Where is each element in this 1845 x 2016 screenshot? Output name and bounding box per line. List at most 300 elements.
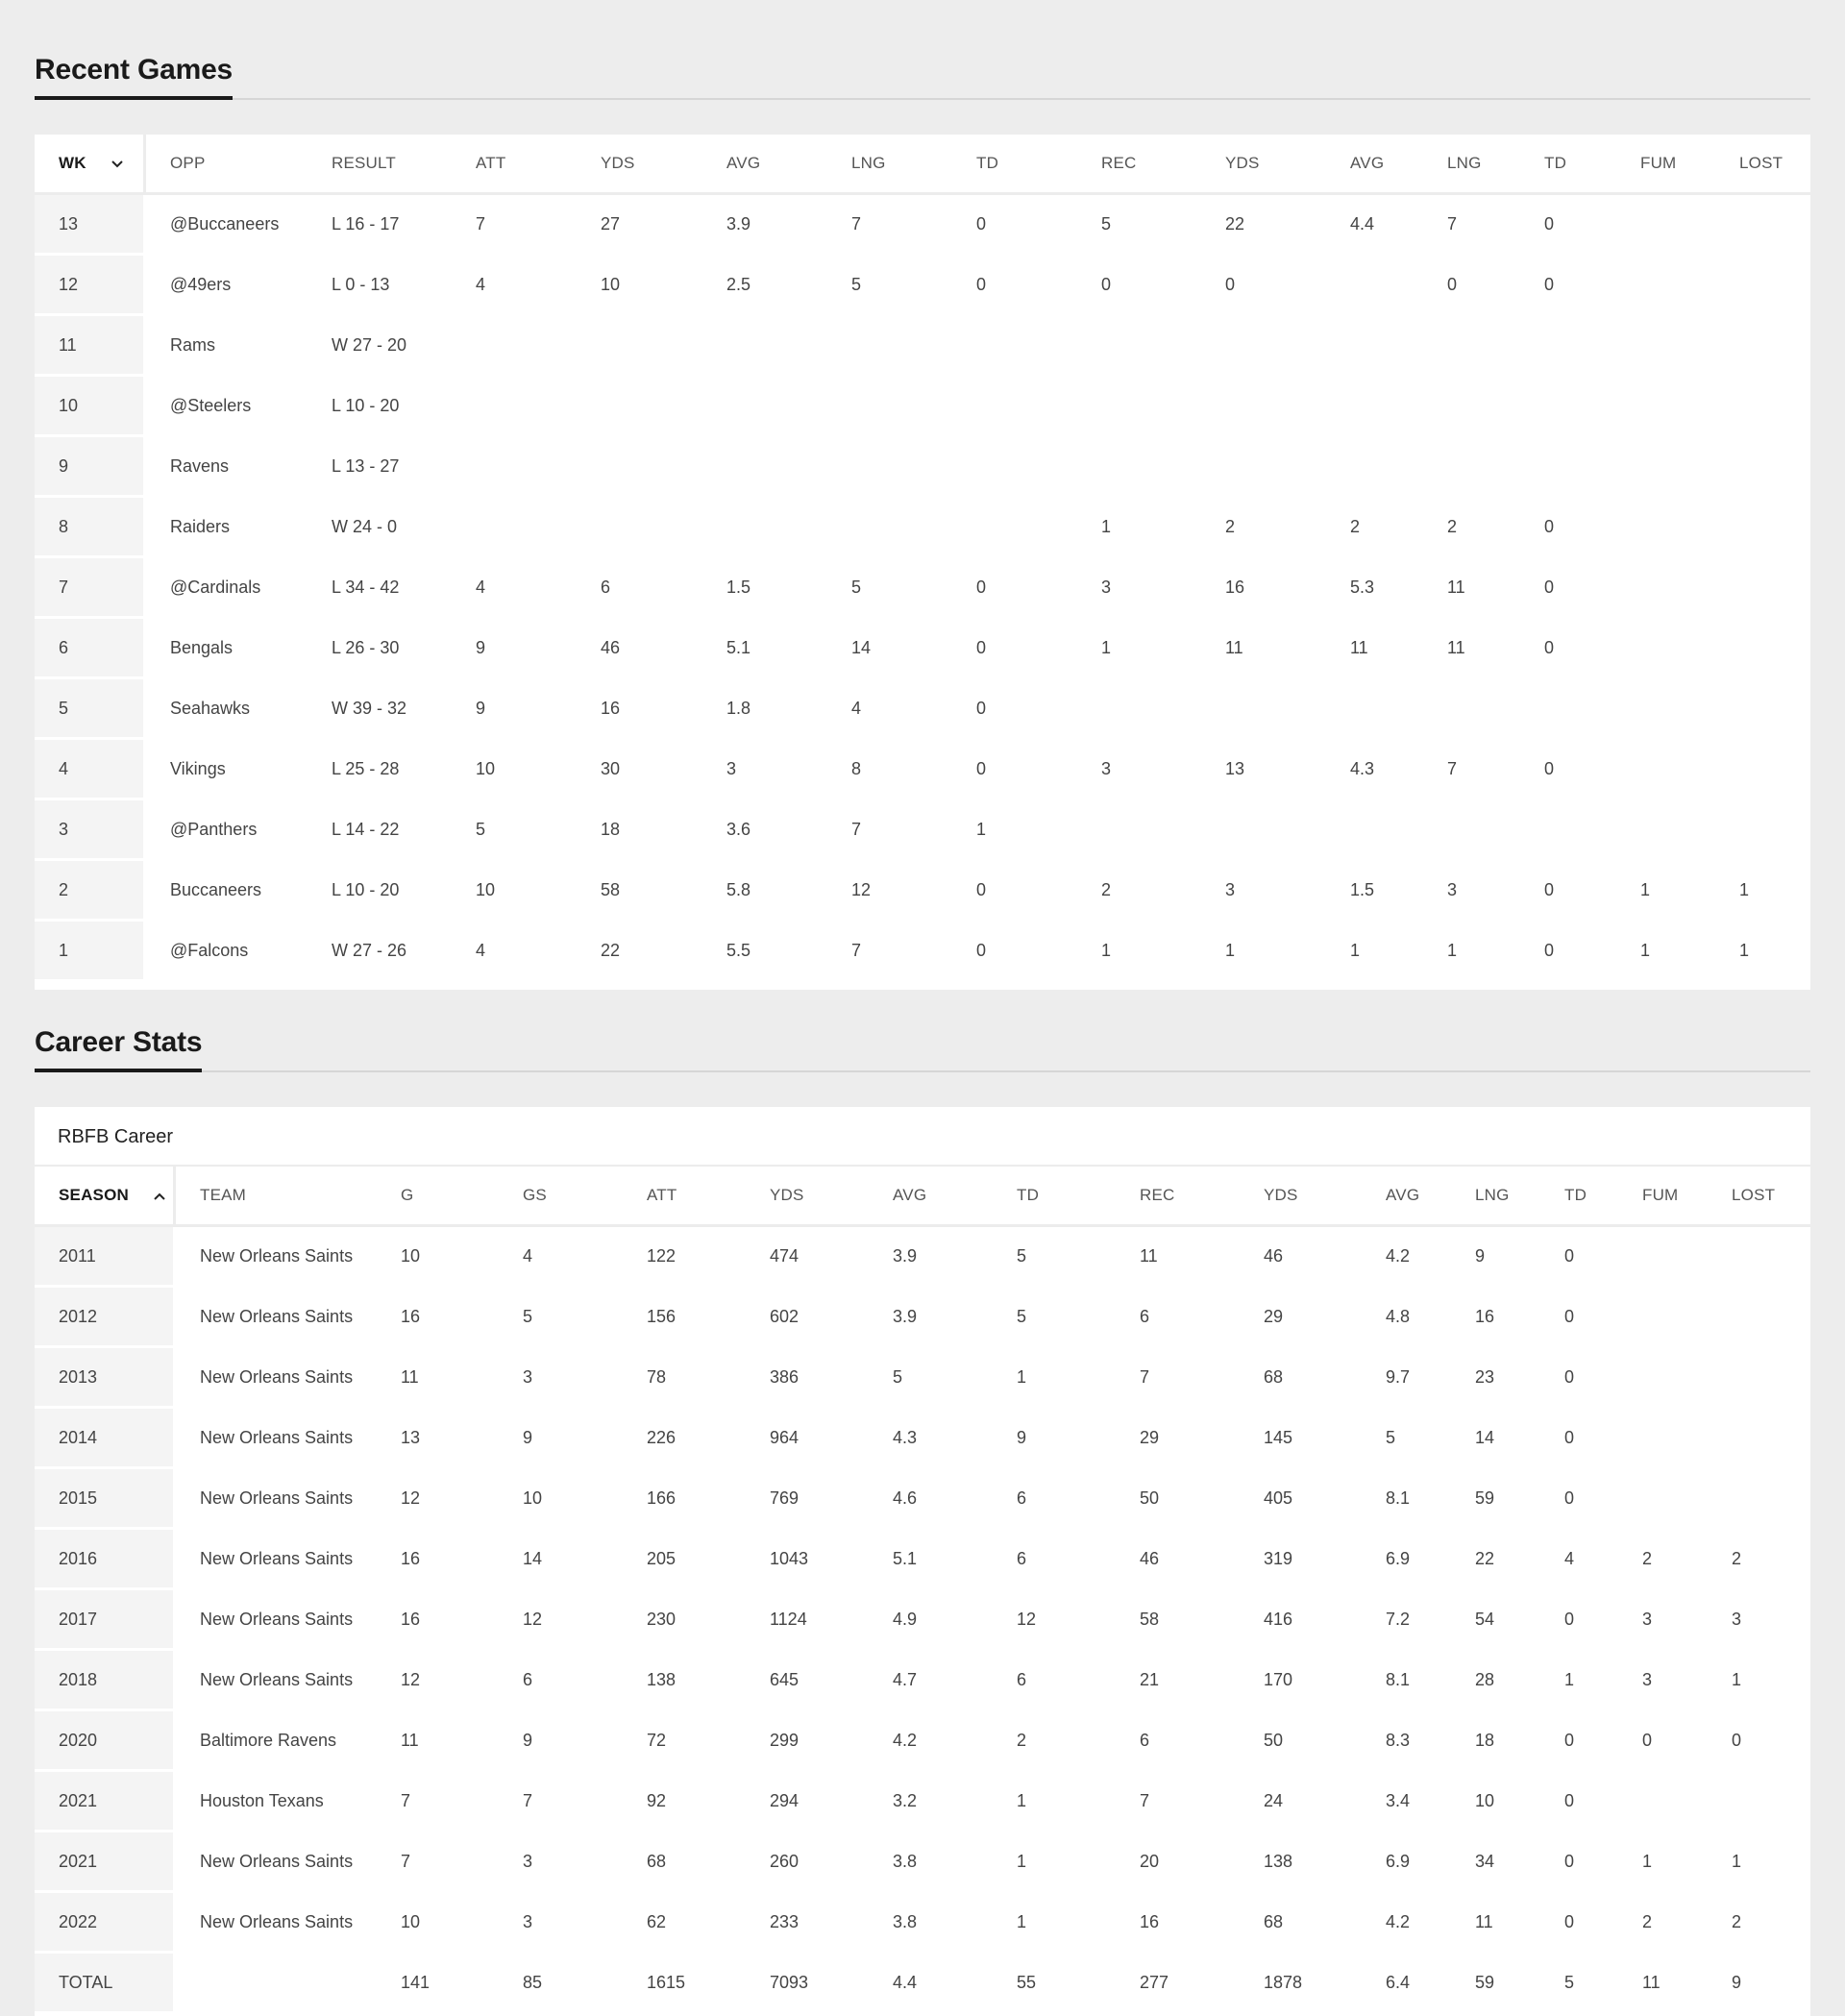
cell-rec: 2 xyxy=(1077,861,1201,922)
cell-avg: 3 xyxy=(702,740,827,800)
cell-td: 12 xyxy=(993,1590,1116,1651)
cell-wk: 7 xyxy=(35,558,146,619)
column-header-wk[interactable] xyxy=(35,135,146,195)
cell-lost: 1 xyxy=(1708,1651,1810,1711)
column-header-label: ATT xyxy=(476,154,506,172)
table-row xyxy=(35,1711,1810,1772)
column-header-lng[interactable] xyxy=(1423,135,1520,195)
column-header-att[interactable] xyxy=(452,135,577,195)
cell-td: 0 xyxy=(1540,1711,1618,1772)
cell-avg xyxy=(702,437,827,498)
cell-avg: 6.9 xyxy=(1362,1832,1451,1893)
cell-avg: 4.7 xyxy=(869,1651,993,1711)
cell-att: 7 xyxy=(452,195,577,256)
cell-fum xyxy=(1618,1348,1708,1409)
cell-rec: 6 xyxy=(1116,1711,1240,1772)
cell-fum xyxy=(1616,256,1715,316)
cell-td: 0 xyxy=(952,679,1077,740)
column-header-gs[interactable] xyxy=(499,1167,623,1227)
cell-g: 11 xyxy=(377,1348,499,1409)
table-row xyxy=(35,1893,1810,1954)
table-row xyxy=(35,1954,1810,2014)
cell-avg: 9.7 xyxy=(1362,1348,1451,1409)
cell-g: 12 xyxy=(377,1651,499,1711)
cell-season: 2012 xyxy=(35,1288,176,1348)
cell-opp: @Steelers xyxy=(146,377,308,437)
cell-opp: Seahawks xyxy=(146,679,308,740)
cell-season: 2022 xyxy=(35,1893,176,1954)
cell-td: 0 xyxy=(1520,256,1616,316)
cell-avg: 1 xyxy=(1326,922,1423,982)
cell-avg: 3.9 xyxy=(702,195,827,256)
cell-yds xyxy=(577,437,702,498)
cell-avg: 5.1 xyxy=(702,619,827,679)
cell-season: TOTAL xyxy=(35,1954,176,2014)
cell-td: 6 xyxy=(993,1469,1116,1530)
cell-fum xyxy=(1616,740,1715,800)
cell-avg xyxy=(702,377,827,437)
cell-lost: 9 xyxy=(1708,1954,1810,2014)
cell-yds: 13 xyxy=(1201,740,1326,800)
column-header-fum[interactable] xyxy=(1618,1167,1708,1227)
cell-result: L 34 - 42 xyxy=(308,558,452,619)
cell-td: 0 xyxy=(952,740,1077,800)
cell-team: New Orleans Saints xyxy=(176,1288,377,1348)
cell-td: 0 xyxy=(1540,1348,1618,1409)
cell-lng xyxy=(827,498,952,558)
cell-att: 10 xyxy=(452,861,577,922)
cell-result: L 10 - 20 xyxy=(308,861,452,922)
cell-lng xyxy=(1423,437,1520,498)
cell-td: 0 xyxy=(1540,1590,1618,1651)
chevron-up-icon[interactable] xyxy=(154,1186,165,1205)
cell-fum: 1 xyxy=(1616,922,1715,982)
cell-team: New Orleans Saints xyxy=(176,1469,377,1530)
cell-att: 1615 xyxy=(623,1954,746,2014)
cell-avg: 4.2 xyxy=(1362,1227,1451,1288)
cell-yds: 68 xyxy=(1240,1348,1362,1409)
table-row xyxy=(35,1832,1810,1893)
cell-fum: 2 xyxy=(1618,1530,1708,1590)
cell-rec: 1 xyxy=(1077,619,1201,679)
column-header-td[interactable] xyxy=(993,1167,1116,1227)
cell-yds: 3 xyxy=(1201,861,1326,922)
cell-att xyxy=(452,316,577,377)
cell-yds: 769 xyxy=(746,1469,869,1530)
cell-avg: 2 xyxy=(1326,498,1423,558)
cell-result: L 0 - 13 xyxy=(308,256,452,316)
cell-td: 0 xyxy=(1540,1832,1618,1893)
cell-fum xyxy=(1618,1227,1708,1288)
column-header-team[interactable] xyxy=(176,1167,377,1227)
cell-lng xyxy=(1423,316,1520,377)
column-header-opp[interactable] xyxy=(146,135,308,195)
cell-yds: 405 xyxy=(1240,1469,1362,1530)
cell-rec xyxy=(1077,316,1201,377)
cell-yds: 145 xyxy=(1240,1409,1362,1469)
table-row xyxy=(35,1530,1810,1590)
cell-att: 72 xyxy=(623,1711,746,1772)
cell-att: 5 xyxy=(452,800,577,861)
cell-lng xyxy=(827,437,952,498)
cell-avg: 3.4 xyxy=(1362,1772,1451,1832)
column-header-label: AVG xyxy=(893,1186,927,1204)
cell-fum xyxy=(1616,498,1715,558)
cell-td: 0 xyxy=(1520,195,1616,256)
cell-rec xyxy=(1077,679,1201,740)
table-row xyxy=(35,740,1810,800)
cell-yds xyxy=(577,377,702,437)
cell-g: 11 xyxy=(377,1711,499,1772)
cell-att xyxy=(452,498,577,558)
table-header-row xyxy=(35,1167,1810,1227)
cell-fum: 1 xyxy=(1618,1832,1708,1893)
cell-lng: 54 xyxy=(1451,1590,1540,1651)
column-header-label: REC xyxy=(1140,1186,1175,1204)
cell-opp: @49ers xyxy=(146,256,308,316)
cell-g: 12 xyxy=(377,1469,499,1530)
recent-games-panel xyxy=(35,135,1810,990)
cell-avg: 5.3 xyxy=(1326,558,1423,619)
table-row xyxy=(35,1409,1810,1469)
cell-lost xyxy=(1715,256,1810,316)
cell-g: 16 xyxy=(377,1530,499,1590)
cell-rec: 5 xyxy=(1077,195,1201,256)
cell-lng: 14 xyxy=(827,619,952,679)
cell-att xyxy=(452,377,577,437)
cell-lng: 0 xyxy=(1423,256,1520,316)
cell-yds xyxy=(1201,437,1326,498)
column-header-label: LOST xyxy=(1739,154,1784,172)
cell-att: 166 xyxy=(623,1469,746,1530)
cell-lng: 2 xyxy=(1423,498,1520,558)
cell-team: New Orleans Saints xyxy=(176,1348,377,1409)
cell-td: 55 xyxy=(993,1954,1116,2014)
column-header-td[interactable] xyxy=(1520,135,1616,195)
cell-avg: 3.6 xyxy=(702,800,827,861)
cell-rec: 6 xyxy=(1116,1288,1240,1348)
column-header-label: RESULT xyxy=(332,154,397,172)
column-header-yds[interactable] xyxy=(577,135,702,195)
cell-lng: 8 xyxy=(827,740,952,800)
cell-lng: 4 xyxy=(827,679,952,740)
table-row xyxy=(35,316,1810,377)
cell-lost xyxy=(1708,1288,1810,1348)
cell-result: W 27 - 20 xyxy=(308,316,452,377)
column-header-result[interactable] xyxy=(308,135,452,195)
cell-td: 5 xyxy=(993,1227,1116,1288)
cell-td: 5 xyxy=(1540,1954,1618,2014)
cell-lng: 5 xyxy=(827,558,952,619)
cell-gs: 3 xyxy=(499,1348,623,1409)
cell-td: 1 xyxy=(993,1348,1116,1409)
cell-att: 62 xyxy=(623,1893,746,1954)
cell-lng: 16 xyxy=(1451,1288,1540,1348)
column-header-rec[interactable] xyxy=(1116,1167,1240,1227)
cell-wk: 11 xyxy=(35,316,146,377)
cell-yds: 233 xyxy=(746,1893,869,1954)
cell-fum xyxy=(1616,316,1715,377)
cell-yds xyxy=(1201,800,1326,861)
cell-result: L 14 - 22 xyxy=(308,800,452,861)
cell-lng: 28 xyxy=(1451,1651,1540,1711)
cell-opp: @Panthers xyxy=(146,800,308,861)
cell-lost xyxy=(1715,679,1810,740)
cell-lost xyxy=(1715,377,1810,437)
cell-opp: @Falcons xyxy=(146,922,308,982)
cell-avg: 5 xyxy=(869,1348,993,1409)
cell-lng xyxy=(827,316,952,377)
cell-yds: 27 xyxy=(577,195,702,256)
cell-lng: 1 xyxy=(1423,922,1520,982)
column-header-yds[interactable] xyxy=(1201,135,1326,195)
cell-lng xyxy=(827,377,952,437)
cell-avg: 7.2 xyxy=(1362,1590,1451,1651)
cell-fum xyxy=(1616,558,1715,619)
cell-att: 9 xyxy=(452,619,577,679)
cell-yds: 1 xyxy=(1201,922,1326,982)
cell-fum xyxy=(1616,195,1715,256)
column-header-lost[interactable] xyxy=(1708,1167,1810,1227)
cell-g: 141 xyxy=(377,1954,499,2014)
cell-yds: 299 xyxy=(746,1711,869,1772)
cell-yds: 16 xyxy=(577,679,702,740)
cell-result: L 13 - 27 xyxy=(308,437,452,498)
column-header-lost[interactable] xyxy=(1715,135,1810,195)
cell-avg: 4.4 xyxy=(869,1954,993,2014)
cell-td xyxy=(952,316,1077,377)
cell-td: 9 xyxy=(993,1409,1116,1469)
cell-avg: 4.3 xyxy=(869,1409,993,1469)
cell-wk: 3 xyxy=(35,800,146,861)
cell-td: 0 xyxy=(952,195,1077,256)
cell-lng: 59 xyxy=(1451,1469,1540,1530)
cell-opp: Bengals xyxy=(146,619,308,679)
cell-wk: 13 xyxy=(35,195,146,256)
cell-lng: 11 xyxy=(1423,558,1520,619)
cell-opp: Ravens xyxy=(146,437,308,498)
cell-avg: 5.1 xyxy=(869,1530,993,1590)
column-header-yds[interactable] xyxy=(1240,1167,1362,1227)
cell-avg: 6.4 xyxy=(1362,1954,1451,2014)
column-header-label: TD xyxy=(1564,1186,1587,1204)
cell-td xyxy=(952,377,1077,437)
cell-gs: 3 xyxy=(499,1893,623,1954)
cell-rec: 1 xyxy=(1077,922,1201,982)
column-header-att[interactable] xyxy=(623,1167,746,1227)
cell-avg: 1.5 xyxy=(1326,861,1423,922)
cell-season: 2011 xyxy=(35,1227,176,1288)
cell-g: 16 xyxy=(377,1590,499,1651)
cell-rec: 16 xyxy=(1116,1893,1240,1954)
cell-yds: 18 xyxy=(577,800,702,861)
column-header-label: OPP xyxy=(170,154,206,172)
cell-lost: 2 xyxy=(1708,1893,1810,1954)
cell-rec: 50 xyxy=(1116,1469,1240,1530)
cell-opp: Raiders xyxy=(146,498,308,558)
cell-td: 0 xyxy=(1540,1288,1618,1348)
cell-lost xyxy=(1715,498,1810,558)
cell-yds: 964 xyxy=(746,1409,869,1469)
cell-team: New Orleans Saints xyxy=(176,1893,377,1954)
table-row xyxy=(35,1651,1810,1711)
cell-wk: 1 xyxy=(35,922,146,982)
column-header-td[interactable] xyxy=(952,135,1077,195)
career-stats-table xyxy=(35,1167,1810,2014)
cell-att: 138 xyxy=(623,1651,746,1711)
cell-opp: Vikings xyxy=(146,740,308,800)
cell-avg: 3.9 xyxy=(869,1227,993,1288)
cell-lng: 11 xyxy=(1451,1893,1540,1954)
cell-avg xyxy=(1326,316,1423,377)
chevron-down-icon[interactable] xyxy=(111,154,123,173)
table-row xyxy=(35,377,1810,437)
cell-team: New Orleans Saints xyxy=(176,1409,377,1469)
cell-lost xyxy=(1708,1409,1810,1469)
cell-td: 0 xyxy=(1540,1469,1618,1530)
cell-fum xyxy=(1618,1409,1708,1469)
cell-season: 2016 xyxy=(35,1530,176,1590)
cell-avg xyxy=(1326,256,1423,316)
cell-rec: 277 xyxy=(1116,1954,1240,2014)
cell-yds: 10 xyxy=(577,256,702,316)
cell-td: 1 xyxy=(993,1893,1116,1954)
cell-yds: 50 xyxy=(1240,1711,1362,1772)
cell-td: 0 xyxy=(952,558,1077,619)
table-row xyxy=(35,1590,1810,1651)
cell-att: 68 xyxy=(623,1832,746,1893)
cell-yds: 138 xyxy=(1240,1832,1362,1893)
cell-gs: 7 xyxy=(499,1772,623,1832)
cell-lng: 10 xyxy=(1451,1772,1540,1832)
cell-fum xyxy=(1618,1772,1708,1832)
cell-gs: 14 xyxy=(499,1530,623,1590)
column-header-rec[interactable] xyxy=(1077,135,1201,195)
cell-rec xyxy=(1077,800,1201,861)
cell-g: 10 xyxy=(377,1893,499,1954)
cell-td: 0 xyxy=(1520,861,1616,922)
cell-lng: 7 xyxy=(827,800,952,861)
cell-att: 4 xyxy=(452,922,577,982)
cell-g: 10 xyxy=(377,1227,499,1288)
cell-td: 0 xyxy=(952,922,1077,982)
cell-g: 7 xyxy=(377,1832,499,1893)
cell-td: 0 xyxy=(1540,1227,1618,1288)
cell-team: New Orleans Saints xyxy=(176,1227,377,1288)
cell-yds: 319 xyxy=(1240,1530,1362,1590)
cell-gs: 3 xyxy=(499,1832,623,1893)
cell-avg: 8.1 xyxy=(1362,1651,1451,1711)
cell-fum xyxy=(1618,1469,1708,1530)
cell-lost xyxy=(1715,558,1810,619)
column-header-g[interactable] xyxy=(377,1167,499,1227)
column-header-label: SEASON xyxy=(59,1185,129,1204)
cell-lng: 11 xyxy=(1423,619,1520,679)
column-header-label: FUM xyxy=(1642,1186,1679,1204)
cell-avg: 3.8 xyxy=(869,1893,993,1954)
cell-avg: 4.2 xyxy=(869,1711,993,1772)
table-row xyxy=(35,922,1810,982)
cell-lost xyxy=(1715,437,1810,498)
cell-att: 92 xyxy=(623,1772,746,1832)
career-stats-section xyxy=(35,1007,1810,1072)
cell-td: 1 xyxy=(1540,1651,1618,1711)
column-header-yds[interactable] xyxy=(746,1167,869,1227)
cell-wk: 10 xyxy=(35,377,146,437)
cell-td xyxy=(952,498,1077,558)
column-header-label: ATT xyxy=(647,1186,677,1204)
cell-opp: @Cardinals xyxy=(146,558,308,619)
cell-yds: 2 xyxy=(1201,498,1326,558)
cell-lost: 3 xyxy=(1708,1590,1810,1651)
cell-team: New Orleans Saints xyxy=(176,1590,377,1651)
cell-td xyxy=(1520,377,1616,437)
cell-g: 7 xyxy=(377,1772,499,1832)
cell-lost xyxy=(1715,619,1810,679)
cell-result: L 10 - 20 xyxy=(308,377,452,437)
cell-opp: Buccaneers xyxy=(146,861,308,922)
column-header-avg[interactable] xyxy=(702,135,827,195)
column-header-label: LNG xyxy=(851,154,886,172)
column-header-avg[interactable] xyxy=(869,1167,993,1227)
column-header-avg[interactable] xyxy=(1326,135,1423,195)
cell-result: L 25 - 28 xyxy=(308,740,452,800)
recent-games-table xyxy=(35,135,1810,982)
cell-avg: 1.8 xyxy=(702,679,827,740)
cell-lost xyxy=(1715,195,1810,256)
cell-lng xyxy=(1423,800,1520,861)
cell-yds: 416 xyxy=(1240,1590,1362,1651)
cell-td: 1 xyxy=(952,800,1077,861)
column-header-lng[interactable] xyxy=(827,135,952,195)
cell-td: 0 xyxy=(1520,619,1616,679)
column-header-avg[interactable] xyxy=(1362,1167,1451,1227)
cell-td: 2 xyxy=(993,1711,1116,1772)
cell-att xyxy=(452,437,577,498)
cell-rec: 1 xyxy=(1077,498,1201,558)
table-row xyxy=(35,679,1810,740)
cell-td: 6 xyxy=(993,1651,1116,1711)
column-header-label: LOST xyxy=(1732,1186,1776,1204)
cell-team xyxy=(176,1954,377,2014)
cell-fum xyxy=(1616,377,1715,437)
cell-wk: 6 xyxy=(35,619,146,679)
cell-yds: 16 xyxy=(1201,558,1326,619)
cell-season: 2021 xyxy=(35,1772,176,1832)
career-stats-panel xyxy=(35,1107,1810,2016)
cell-td xyxy=(1520,679,1616,740)
column-header-label: AVG xyxy=(1386,1186,1420,1204)
column-header-label: YDS xyxy=(1264,1186,1298,1204)
cell-att: 156 xyxy=(623,1288,746,1348)
cell-rec xyxy=(1077,437,1201,498)
column-header-td[interactable] xyxy=(1540,1167,1618,1227)
cell-lost xyxy=(1715,800,1810,861)
column-header-label: REC xyxy=(1101,154,1137,172)
cell-lng xyxy=(1423,377,1520,437)
cell-yds: 294 xyxy=(746,1772,869,1832)
cell-lng: 23 xyxy=(1451,1348,1540,1409)
column-header-label: FUM xyxy=(1640,154,1677,172)
table-row xyxy=(35,861,1810,922)
cell-lost: 0 xyxy=(1708,1711,1810,1772)
column-header-fum[interactable] xyxy=(1616,135,1715,195)
cell-fum: 0 xyxy=(1618,1711,1708,1772)
cell-yds: 645 xyxy=(746,1651,869,1711)
column-header-label: YDS xyxy=(1225,154,1260,172)
column-header-lng[interactable] xyxy=(1451,1167,1540,1227)
column-header-season[interactable] xyxy=(35,1167,176,1227)
